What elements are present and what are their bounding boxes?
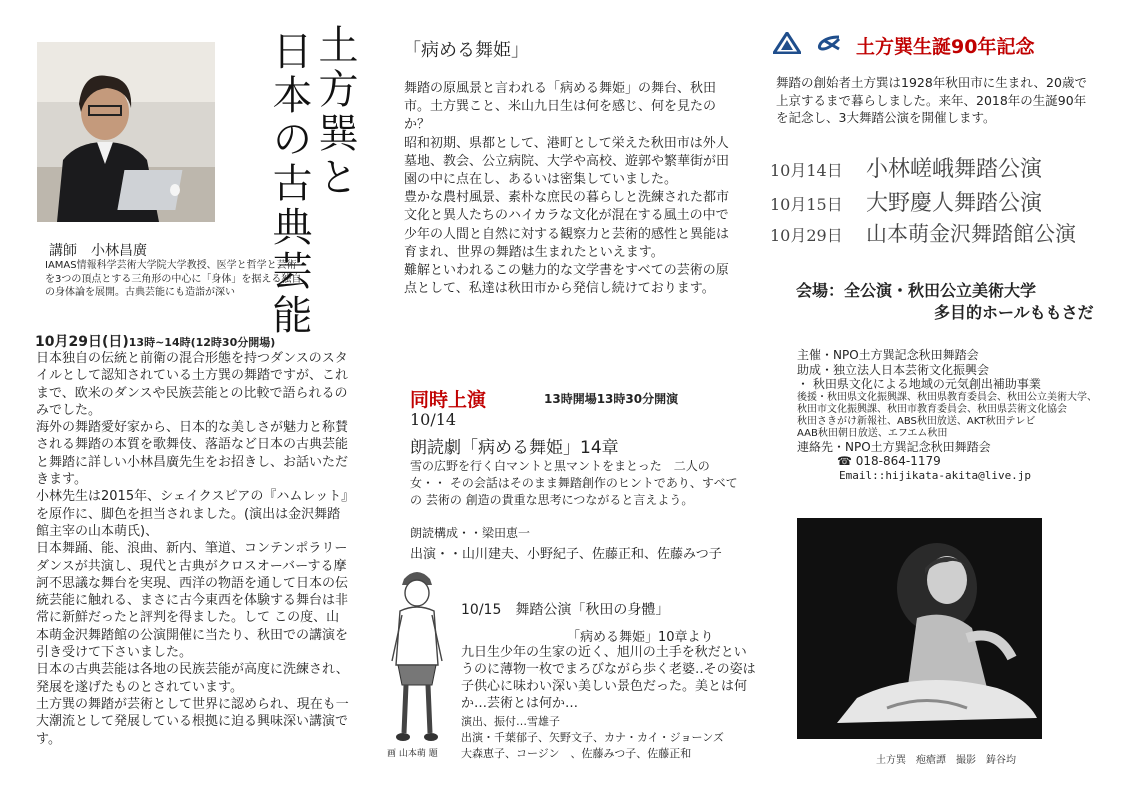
intro-paragraph: 昭和初期、県都として、港町として栄えた秋田市は外人墓地、教会、公立病院、大学や高校、遊郭や繁華街が田園の中に点在し、あるいは密集していました。 — [404, 135, 730, 188]
title-column-1: 土方巽と — [312, 24, 358, 200]
title-column-2: 日本の古典芸能 — [266, 30, 312, 338]
lecturer-name: 講師 小林昌廣 — [49, 243, 147, 259]
work2-source-note: 「病める舞姫」10章より — [567, 630, 714, 645]
lecture-description — [36, 350, 352, 748]
lecturer-photo — [37, 42, 215, 222]
work2-credits — [461, 714, 724, 762]
work2-description: 九日生少年の生家の近く、旭川の土手を秋だというのに薄物一枚でまろびながら歩く老婆‥その姿は子供心に味わい深い美しい景色だった。美とは何か…芸術とは何か… — [461, 645, 756, 711]
support-line: 助成・独立法人日本芸術文化振興会 — [797, 362, 990, 377]
simultaneous-time: 13時開場13時30分開演 — [544, 392, 679, 406]
work1-title: 朗読劇「病める舞姫」14章 — [410, 438, 619, 458]
venue-hall: 多目的ホールももさだ — [934, 303, 1094, 322]
lecture-paragraph: 海外の舞踏愛好家から、日本的な美しさが魅力と称賛される舞踏の本質を歌舞伎、落語など日本の古典芸能と舞踏に詳しい小林昌廣先生をお招きし、お話いただきます。 — [36, 420, 349, 488]
lecture-paragraph: 日本舞踊、能、浪曲、新内、筆道、コンテンポラリーダンスが共演し、現代と古典がクロスオーバーする摩訶不思議な舞台を実現、西洋の物語を通して日本の伝統芸能に触れる、まさに古今東西を体験する舞台は非常に新鮮だったと評判を得ました。して この度、山本萌金沢舞踏館の公演開催に当たり、秋田での講演を引き受けて下さいました。 — [36, 541, 349, 661]
photo-caption: 土方巽 疱瘡譚 撮影 鋳谷均 — [876, 755, 1016, 766]
contact: 連絡先・NPO土方巽記念秋田舞踏会 — [797, 439, 991, 454]
phone-line — [797, 454, 1102, 469]
performance-date: 10月15日 — [770, 195, 843, 214]
organizer-info — [797, 348, 1102, 483]
simultaneous-title: 同時上演 — [410, 389, 487, 411]
phone-number: 018-864-1179 — [855, 454, 941, 468]
work1-credit-cast: 出演・・山川建夫、小野紀子、佐藤正和、佐藤みつ子 — [410, 547, 722, 562]
sponsor-line: AAB秋田朝日放送、エフエム秋田 — [797, 427, 948, 439]
performance-name: 山本萌金沢舞踏館公演 — [866, 222, 1076, 246]
anniversary-title: 土方巽生誕90年記念 — [856, 36, 1035, 58]
lecture-paragraph: 日本の古典芸能は各地の民族芸能が高度に洗練され、発展を遂げたものとされています。 — [36, 662, 349, 695]
work1-date: 10/14 — [410, 410, 457, 429]
lecturer-bio: IAMAS情報科学芸術大学院大学教授、医学と哲学と芸術を3つの頂点とする三角形の中心に「身体」を据える独自の身体論を展開。古典芸能にも造詣が深い — [45, 260, 302, 298]
venue-line: 会場：全公演・秋田公立美術大学 — [796, 281, 1037, 300]
organizer: 主催・NPO土方巽記念秋田舞踏会 — [797, 348, 979, 362]
performance-date: 10月29日 — [770, 226, 843, 245]
intro-paragraph: 舞踏の原風景と言われる「病める舞姫」の舞台、秋田市。土方巽こと、米山九日生は何を感じ、何を見たのか？ — [404, 81, 717, 133]
work1-description: 雪の広野を行く白マントと黒マントをまとった 二人の女・・ その会話はそのまま舞踏創作のヒントであり、すべての 芸術の 創造の貴重な思考につながると言えよう。 — [410, 459, 738, 507]
email: Email::hijikata-akita@live.jp — [839, 468, 1032, 482]
dancer-photo — [797, 518, 1042, 739]
work2-credit-line: 出演・千葉郁子、矢野文子、カナ・カイ・ジョーンズ — [461, 731, 724, 744]
triangle-logo-icon — [773, 32, 801, 54]
performance-date: 10月14日 — [770, 161, 843, 180]
lecture-datetime — [35, 331, 275, 351]
anniversary-description: 舞踏の創始者土方巽は1928年秋田市に生まれ、20歳で上京するまで暮らしました。来年、2018年の生誕90年を記念し、3大舞踏公演を開催します。 — [776, 75, 1087, 125]
lecture-paragraph: 日本独自の伝統と前衛の混合形態を持つダンスのスタイルとして認知されている土方巽の舞踏ですが、これまで、欧米のダンスや民族芸能との比較で語られるのみでした。 — [36, 351, 349, 418]
sponsor-line: 後援・秋田県文化振興課、秋田県教育委員会、秋田公立美術大学、 — [797, 391, 1097, 403]
phone-icon: ☎ — [837, 454, 852, 468]
alpha-logo-icon — [815, 33, 841, 53]
sponsor-line: 秋田市文化振興課、秋田市教育委員会、秋田県芸術文化協会 — [797, 403, 1067, 415]
sponsor-line: 秋田さきがけ新報社、ABS秋田放送、AKT秋田テレビ — [797, 415, 1036, 427]
work2-title: 10/15 舞踏公演「秋田の身體」 — [461, 602, 670, 618]
lecture-time: 13時~14時(12時30分開場) — [128, 336, 276, 349]
intro-paragraph: 難解といわれるこの魅力的な文学書をすべての芸術の原点として、私達は秋田市から発信し続けております。 — [404, 263, 729, 297]
performance-name: 小林嵯峨舞踏公演 — [866, 157, 1043, 182]
section-heading: 「病める舞姫」 — [403, 40, 529, 61]
performance-row — [770, 186, 1042, 217]
boy-illustration — [386, 565, 448, 745]
support-line: ・ 秋田県文化による地域の元気創出補助事業 — [797, 377, 1041, 391]
lecture-paragraph: 小林先生は2015年、シェイクスピアの『ハムレット』を原作に、脚色を担当されました。(演出は金沢舞踏館主宰の山本萌氏)、 — [36, 489, 348, 539]
illustration-caption: 画 山本萌 題 — [387, 749, 438, 759]
performance-row — [770, 218, 1076, 248]
intro-paragraph: 豊かな農村風景、素朴な庶民の暮らしと洗練された都市文化と異人たちのハイカラな文化が混在する風土の中で少年の人間と自然に対する観察力と芸術的感性と異能は育まれ、世界の舞踏は生まれたといえます。 — [404, 190, 730, 260]
section-intro — [404, 80, 734, 298]
lecture-paragraph: 土方巽の舞踏が芸術として世界に認められ、現在も一大潮流として発展している根拠に迫る興味深い講演です。 — [36, 696, 349, 747]
work1-credit-direction: 朗読構成・・梁田恵一 — [410, 526, 531, 540]
performance-row — [770, 152, 1042, 183]
work2-credit-line: 演出、振付…雪雄子 — [461, 715, 560, 728]
lecture-date: 10月29日(日) — [35, 334, 129, 350]
performance-name: 大野慶人舞踏公演 — [866, 191, 1043, 216]
work2-credit-line: 大森恵子、コージン 、佐藤みつ子、佐藤正和 — [461, 747, 692, 760]
